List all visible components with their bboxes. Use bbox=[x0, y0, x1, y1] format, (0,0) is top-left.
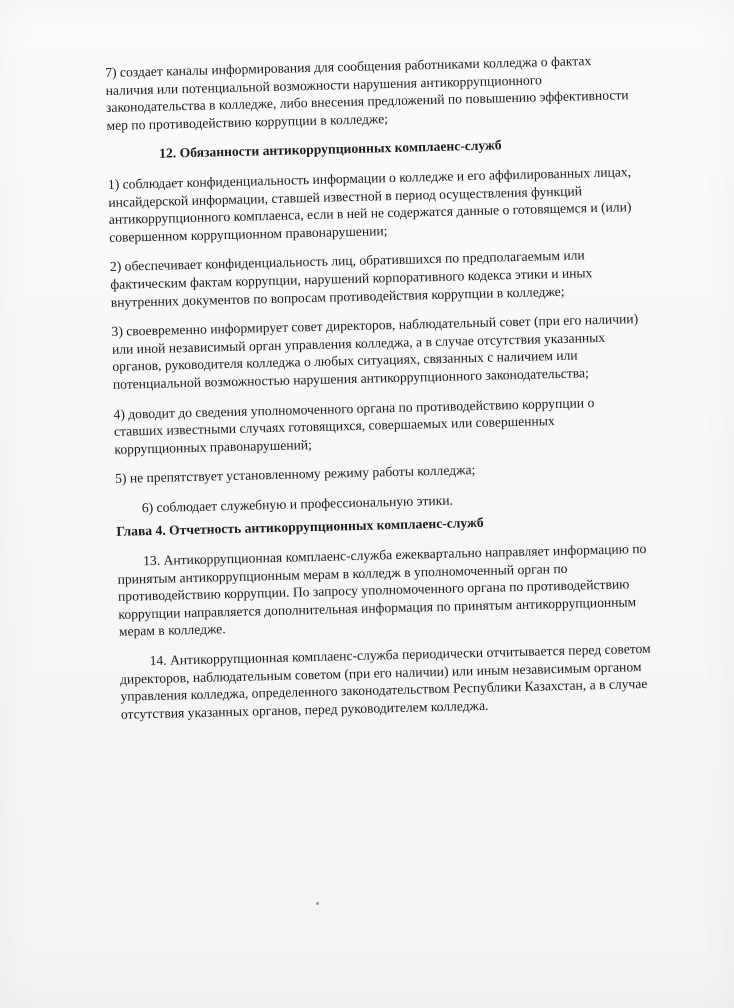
scan-speck bbox=[316, 902, 319, 905]
paragraph-duty-5: 5) не препятствует установленному режиму работы колледжа; bbox=[114, 462, 476, 487]
paragraph-duty-2: 2) обеспечивает конфиденциальность лиц, обратившихся по предполагаемым или фактическим фактам коррупции, нарушений корпоративного кодекса этики и иных внутренних документов по вопросам противодействия коррупции в колледже; bbox=[109, 247, 593, 310]
paragraph-item-7: 7) создает каналы информирования для сообщения работниками колледжа о фактах наличия или потенциальной возможности нарушения антикоррупционного законодательства в колледже, либо внесения предложений по повышению эффективности мер по противодействию коррупции в колледже; bbox=[105, 53, 629, 133]
paragraph-duty-1: 1) соблюдает конфиденциальность информации о колледже и его аффилированных лицах, инсайдерской информации, ставшей известной в период осуществления функций антикоррупционного комплаенса, если в ней не содержатся данные о готовящемся и (или) совершенном коррупционном правонарушении; bbox=[107, 164, 632, 245]
paragraph-duty-4: 4) доводит до сведения уполномоченного органа по противодействию коррупции о ставших известными случаях готовящихся, совершаемых или совершенных коррупционных правонарушений; bbox=[113, 394, 595, 457]
paragraph-13: 13. Антикоррупционная комплаенс-служба ежеквартально направляет информацию по принятым антикоррупционным мерам в колледж в уполномоченный орган по противодействию коррупции. По запросу уполномоченного органа по противодействию коррупции направляется дополнительная информация по принятым антикоррупционным мерам в колледже. bbox=[117, 540, 647, 640]
document-body bbox=[105, 50, 696, 735]
section-heading-12: 12. Обязанности антикоррупционных комплаенс-служб bbox=[159, 137, 502, 162]
paragraph-duty-6: 6) соблюдает служебную и профессиональную этики. bbox=[141, 492, 454, 516]
paragraph-14: 14. Антикоррупционная комплаенс-служба периодически отчитывается перед советом директоров, наблюдательным советом (при его наличии) или иным независимым органом управления колледжа, определенного законодательством Республики Казахстан, а в случае отсутствия указанных органов, перед руководителем колледжа. bbox=[119, 640, 651, 722]
paragraph-duty-3: 3) своевременно информирует совет директоров, наблюдательный совет (при его наличии) или иной независимый орган управления колледжа, а в случае отсутствия указанных органов, руководителя колледжа о любых ситуациях, связанных с наличием или потенциальной возможностью нарушения антикоррупционного законодательства; bbox=[111, 311, 639, 392]
chapter-4-heading: Глава 4. Отчетность антикоррупционных комплаенс-служб bbox=[116, 515, 484, 540]
